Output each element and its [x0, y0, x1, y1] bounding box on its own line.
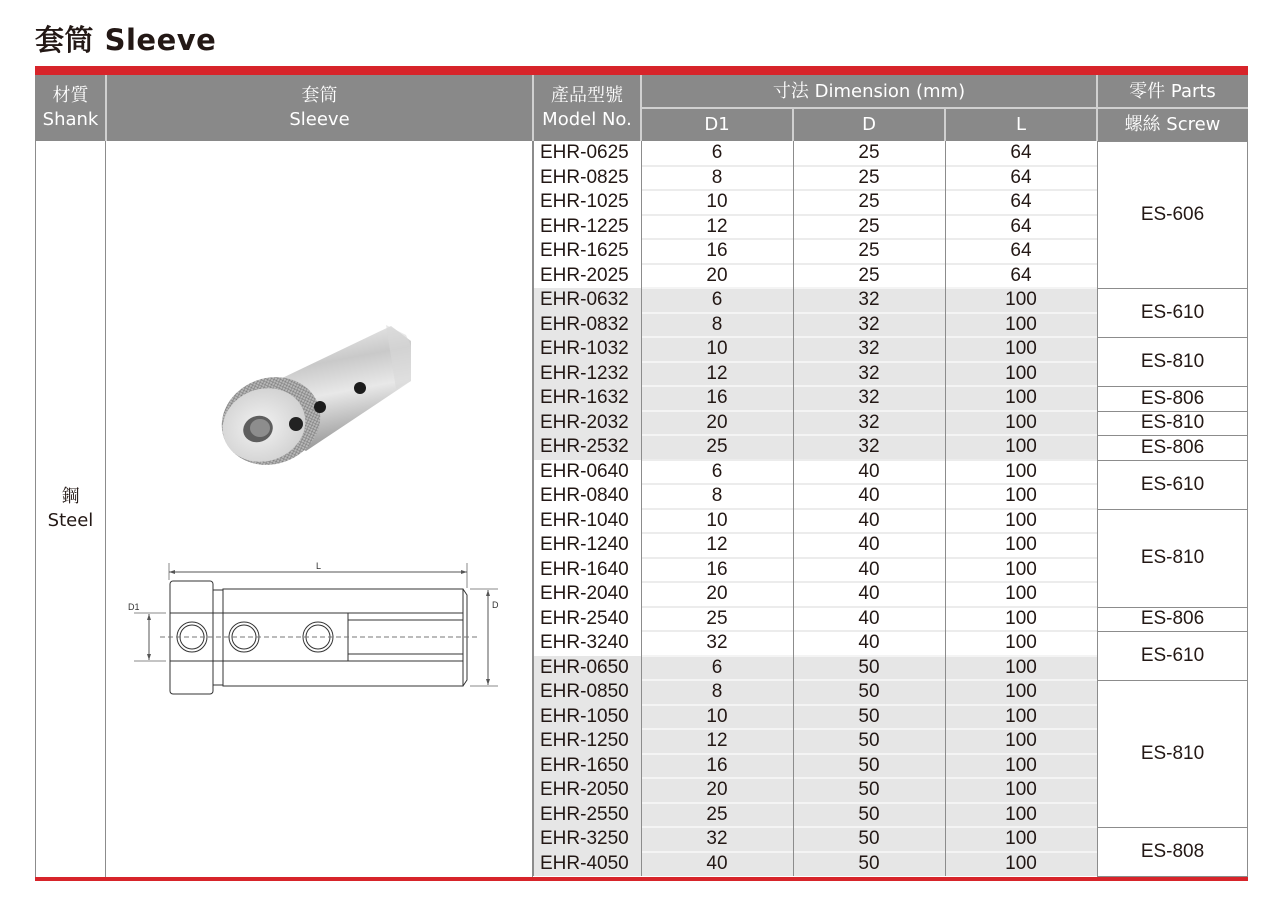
cell-d: 32 — [858, 362, 880, 384]
cell-l: 100 — [1005, 656, 1037, 678]
row-divider — [641, 336, 1097, 338]
cell-model: EHR-1050 — [540, 705, 629, 727]
cell-d1: 16 — [706, 754, 728, 776]
header-shank — [35, 75, 106, 141]
header-parts — [1097, 75, 1248, 108]
cell-d: 32 — [858, 338, 880, 359]
screw-cell: ES-810 — [1097, 411, 1248, 437]
sleeve-image-cell — [106, 141, 533, 877]
cell-l: 64 — [1010, 191, 1032, 212]
cell-d1: 10 — [706, 191, 728, 212]
cell-d1: 32 — [706, 828, 728, 849]
header-dimension-label: 寸法 Dimension (mm) — [772, 80, 966, 102]
row-divider — [641, 557, 1097, 559]
cell-d: 25 — [858, 142, 880, 163]
cell-d1: 25 — [706, 436, 728, 457]
cell-model: EHR-1025 — [540, 191, 629, 212]
cell-model: EHR-4050 — [540, 852, 629, 874]
cell-l: 100 — [1005, 607, 1037, 629]
row-divider — [641, 532, 1097, 534]
cell-d1: 6 — [711, 656, 723, 678]
cell-model: EHR-0650 — [540, 656, 629, 678]
row-divider — [641, 606, 1097, 608]
row-divider — [641, 630, 1097, 632]
row-divider — [641, 581, 1097, 583]
cell-l: 100 — [1005, 460, 1037, 482]
row-divider — [641, 361, 1097, 363]
row-divider — [641, 851, 1097, 853]
page-title: 套筒 Sleeve — [35, 23, 217, 57]
top-accent-bar — [35, 66, 1248, 75]
screw-cell: ES-810 — [1097, 680, 1248, 828]
cell-model: EHR-1250 — [540, 730, 629, 751]
cell-d1: 6 — [711, 142, 723, 163]
cell-d: 50 — [858, 730, 880, 751]
header-sleeve — [106, 75, 533, 141]
cell-model: EHR-1040 — [540, 509, 629, 531]
header-divider — [105, 75, 107, 141]
cell-d: 25 — [858, 215, 880, 237]
cell-l: 64 — [1010, 142, 1032, 163]
cell-l: 64 — [1010, 215, 1032, 237]
header-d1 — [641, 108, 793, 141]
screw-cell: ES-808 — [1097, 827, 1248, 877]
screw-cell: ES-806 — [1097, 386, 1248, 412]
cell-model: EHR-1232 — [540, 362, 629, 384]
cell-d1: 16 — [706, 558, 728, 580]
screw-cell: ES-806 — [1097, 435, 1248, 461]
row-divider — [641, 434, 1097, 436]
material-en: Steel — [47, 510, 94, 531]
cell-d: 40 — [858, 460, 880, 482]
cell-d1: 10 — [706, 509, 728, 531]
cell-d1: 12 — [706, 534, 728, 555]
cell-d1: 40 — [706, 852, 728, 874]
cell-d: 50 — [858, 681, 880, 702]
cell-d: 32 — [858, 289, 880, 310]
cell-l: 100 — [1005, 313, 1037, 335]
cell-l: 100 — [1005, 387, 1037, 408]
cell-model: EHR-2032 — [540, 411, 629, 433]
row-divider — [641, 728, 1097, 730]
cell-l: 100 — [1005, 509, 1037, 531]
cell-model: EHR-2532 — [540, 436, 629, 457]
cell-d1: 20 — [706, 779, 728, 800]
cell-d: 32 — [858, 387, 880, 408]
screw-cell: ES-810 — [1097, 509, 1248, 608]
cell-d: 50 — [858, 754, 880, 776]
cell-d1: 8 — [711, 166, 723, 188]
sleeve-technical-drawing — [120, 550, 520, 700]
screw-cell: ES-806 — [1097, 607, 1248, 633]
cell-d: 32 — [858, 313, 880, 335]
cell-model: EHR-0850 — [540, 681, 629, 702]
svg-text:D: D — [492, 600, 499, 610]
cell-l: 64 — [1010, 240, 1032, 261]
row-divider — [641, 459, 1097, 461]
cell-d: 40 — [858, 485, 880, 506]
cell-d: 40 — [858, 607, 880, 629]
cell-l: 100 — [1005, 803, 1037, 825]
cell-l: 100 — [1005, 705, 1037, 727]
header-l — [945, 108, 1097, 141]
screw-cell: ES-606 — [1097, 141, 1248, 289]
cell-l: 100 — [1005, 411, 1037, 433]
cell-model: EHR-1625 — [540, 240, 629, 261]
row-divider — [641, 238, 1097, 240]
header-d1-label: D1 — [704, 113, 730, 135]
cell-d: 25 — [858, 240, 880, 261]
cell-d1: 6 — [711, 289, 723, 310]
header-screw — [1097, 108, 1248, 141]
cell-model: EHR-1650 — [540, 754, 629, 776]
cell-d1: 6 — [711, 460, 723, 482]
row-divider — [641, 385, 1097, 387]
cell-l: 100 — [1005, 754, 1037, 776]
row-divider — [641, 165, 1097, 167]
column-divider — [793, 141, 794, 876]
cell-l: 100 — [1005, 681, 1037, 702]
row-divider — [641, 655, 1097, 657]
cell-model: EHR-0640 — [540, 460, 629, 482]
cell-l: 64 — [1010, 166, 1032, 188]
row-divider — [641, 826, 1097, 828]
cell-model: EHR-1225 — [540, 215, 629, 237]
row-divider — [641, 679, 1097, 681]
cell-l: 100 — [1005, 485, 1037, 506]
column-divider — [945, 141, 946, 876]
cell-d: 25 — [858, 166, 880, 188]
row-divider — [641, 483, 1097, 485]
cell-model: EHR-0832 — [540, 313, 629, 335]
cell-l: 100 — [1005, 779, 1037, 800]
header-shank-zh: 材質 — [52, 85, 89, 106]
row-divider — [641, 802, 1097, 804]
cell-l: 100 — [1005, 583, 1037, 604]
cell-d1: 10 — [706, 338, 728, 359]
cell-d1: 20 — [706, 411, 728, 433]
cell-d: 50 — [858, 705, 880, 727]
cell-model: EHR-1240 — [540, 534, 629, 555]
cell-model: EHR-0625 — [540, 142, 629, 163]
row-divider — [641, 777, 1097, 779]
header-model — [533, 75, 641, 141]
cell-d: 40 — [858, 583, 880, 604]
header-divider — [944, 108, 946, 141]
cell-d: 50 — [858, 656, 880, 678]
cell-l: 100 — [1005, 852, 1037, 874]
header-l-label: L — [1015, 113, 1027, 135]
cell-d1: 12 — [706, 215, 728, 237]
header-shank-en: Shank — [42, 109, 99, 130]
row-divider — [641, 753, 1097, 755]
row-divider — [641, 704, 1097, 706]
cell-model: EHR-0840 — [540, 485, 629, 506]
row-divider — [641, 189, 1097, 191]
cell-d1: 8 — [711, 313, 723, 335]
sleeve-product-photo — [216, 311, 416, 491]
header-d-label: D — [862, 113, 876, 135]
cell-d: 50 — [858, 779, 880, 800]
cell-l: 100 — [1005, 436, 1037, 457]
screw-cell: ES-610 — [1097, 460, 1248, 510]
cell-d1: 25 — [706, 803, 728, 825]
cell-l: 100 — [1005, 558, 1037, 580]
cell-d: 25 — [858, 191, 880, 212]
header-model-en: Model No. — [542, 109, 632, 130]
screw-cell: ES-610 — [1097, 631, 1248, 681]
cell-l: 100 — [1005, 730, 1037, 751]
header-divider — [792, 108, 794, 141]
cell-model: EHR-2050 — [540, 779, 629, 800]
screw-cell: ES-610 — [1097, 288, 1248, 338]
cell-d1: 12 — [706, 362, 728, 384]
cell-l: 100 — [1005, 289, 1037, 310]
cell-d1: 8 — [711, 485, 723, 506]
cell-l: 64 — [1010, 264, 1032, 286]
cell-model: EHR-1640 — [540, 558, 629, 580]
header-model-zh: 產品型號 — [551, 85, 623, 106]
cell-d: 40 — [858, 509, 880, 531]
cell-d1: 12 — [706, 730, 728, 751]
cell-model: EHR-3240 — [540, 632, 629, 653]
cell-d: 32 — [858, 436, 880, 457]
cell-model: EHR-2040 — [540, 583, 629, 604]
cell-d: 50 — [858, 852, 880, 874]
row-divider — [641, 263, 1097, 265]
cell-d: 32 — [858, 411, 880, 433]
cell-l: 100 — [1005, 828, 1037, 849]
cell-d1: 8 — [711, 681, 723, 702]
cell-d: 25 — [858, 264, 880, 286]
material-zh: 鋼 — [61, 486, 80, 507]
cell-l: 100 — [1005, 534, 1037, 555]
row-divider — [641, 214, 1097, 216]
row-divider — [641, 312, 1097, 314]
cell-d1: 25 — [706, 607, 728, 629]
cell-model: EHR-2025 — [540, 264, 629, 286]
header-parts-label: 零件 Parts — [1129, 80, 1216, 102]
column-divider — [533, 141, 534, 876]
cell-model: EHR-0825 — [540, 166, 629, 188]
header-sleeve-zh: 套筒 — [301, 85, 338, 106]
cell-model: EHR-2550 — [540, 803, 629, 825]
header-sleeve-en: Sleeve — [289, 109, 350, 130]
header-divider — [532, 75, 534, 141]
column-divider — [641, 141, 642, 876]
header-screw-label: 螺絲 Screw — [1124, 113, 1221, 135]
svg-text:L: L — [316, 561, 322, 571]
header-d — [793, 108, 945, 141]
cell-l: 100 — [1005, 632, 1037, 653]
cell-model: EHR-2540 — [540, 607, 629, 629]
cell-d: 40 — [858, 534, 880, 555]
cell-d: 40 — [858, 632, 880, 653]
cell-d1: 20 — [706, 583, 728, 604]
cell-d: 50 — [858, 828, 880, 849]
svg-text:D1: D1 — [128, 602, 140, 612]
row-divider — [641, 410, 1097, 412]
cell-d1: 20 — [706, 264, 728, 286]
cell-d1: 16 — [706, 240, 728, 261]
cell-model: EHR-0632 — [540, 289, 629, 310]
bottom-accent-bar — [35, 877, 1248, 881]
cell-model: EHR-1032 — [540, 338, 629, 359]
cell-l: 100 — [1005, 362, 1037, 384]
cell-d1: 16 — [706, 387, 728, 408]
cell-l: 100 — [1005, 338, 1037, 359]
material-cell — [35, 141, 106, 877]
cell-model: EHR-3250 — [540, 828, 629, 849]
row-divider — [641, 508, 1097, 510]
header-divider — [641, 107, 1248, 109]
cell-model: EHR-1632 — [540, 387, 629, 408]
row-divider — [641, 287, 1097, 289]
screw-cell: ES-810 — [1097, 337, 1248, 387]
cell-d1: 10 — [706, 705, 728, 727]
cell-d1: 32 — [706, 632, 728, 653]
cell-d: 40 — [858, 558, 880, 580]
header-dimension — [641, 75, 1097, 108]
cell-d: 50 — [858, 803, 880, 825]
